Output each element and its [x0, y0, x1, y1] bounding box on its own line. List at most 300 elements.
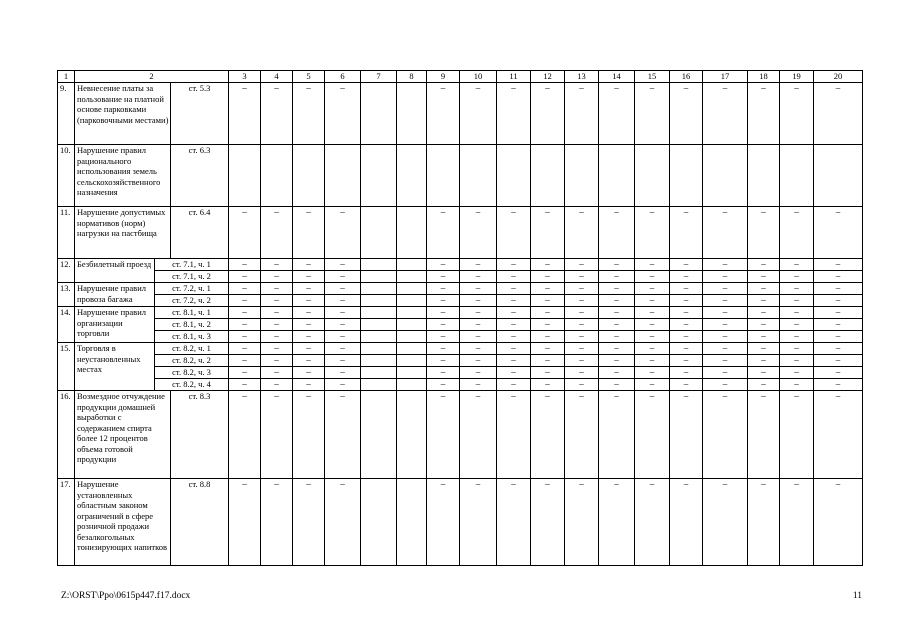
offense-name: Нарушение установленных областным законом ограничений в сфере розничной продажи безалкогольных тонизирующих напитков: [75, 479, 171, 566]
value-cell: –: [748, 343, 780, 355]
value-cell: –: [497, 259, 531, 271]
column-header: 5: [293, 71, 325, 83]
table-row: [58, 367, 863, 379]
article-reference: ст. 8.3: [171, 391, 229, 479]
value-cell: –: [748, 83, 780, 145]
value-cell: –: [635, 207, 670, 259]
table-row: [58, 283, 863, 295]
value-cell: –: [565, 479, 599, 566]
article-reference: ст. 5.3: [171, 83, 229, 145]
value-cell: –: [293, 207, 325, 259]
article-reference: ст. 8.2, ч. 3: [155, 367, 229, 379]
value-cell: –: [460, 343, 497, 355]
value-cell: –: [531, 83, 565, 145]
value-cell: –: [531, 295, 565, 307]
offense-name: Невнесение платы за пользование на платной основе парковками (парковочными местами): [75, 83, 171, 145]
value-cell: –: [325, 295, 361, 307]
value-cell: –: [531, 367, 565, 379]
value-cell: –: [565, 295, 599, 307]
value-cell: –: [531, 479, 565, 566]
value-cell: [361, 379, 397, 391]
table-row: [58, 207, 863, 259]
value-cell: –: [293, 355, 325, 367]
value-cell: –: [325, 207, 361, 259]
value-cell: [599, 145, 635, 207]
value-cell: –: [497, 391, 531, 479]
value-cell: –: [703, 283, 748, 295]
value-cell: –: [780, 343, 814, 355]
value-cell: [397, 479, 427, 566]
value-cell: [497, 145, 531, 207]
value-cell: –: [460, 367, 497, 379]
value-cell: –: [497, 479, 531, 566]
value-cell: –: [814, 295, 863, 307]
value-cell: –: [460, 207, 497, 259]
value-cell: –: [325, 367, 361, 379]
article-reference: ст. 6.3: [171, 145, 229, 207]
value-cell: –: [531, 259, 565, 271]
value-cell: [397, 145, 427, 207]
article-reference: ст. 6.4: [171, 207, 229, 259]
value-cell: –: [293, 271, 325, 283]
value-cell: –: [703, 271, 748, 283]
value-cell: –: [427, 355, 460, 367]
table-row: [58, 391, 863, 479]
table-row: [58, 259, 863, 271]
column-header: 13: [565, 71, 599, 83]
value-cell: –: [261, 391, 293, 479]
row-number: 16.: [58, 391, 75, 479]
value-cell: –: [497, 367, 531, 379]
value-cell: –: [703, 391, 748, 479]
row-number: 12.: [58, 259, 75, 283]
value-cell: –: [748, 271, 780, 283]
value-cell: –: [531, 271, 565, 283]
value-cell: –: [460, 307, 497, 319]
value-cell: –: [780, 83, 814, 145]
value-cell: –: [748, 259, 780, 271]
value-cell: –: [293, 479, 325, 566]
value-cell: –: [229, 343, 261, 355]
value-cell: –: [293, 379, 325, 391]
value-cell: –: [670, 271, 703, 283]
value-cell: –: [460, 283, 497, 295]
table-row: [58, 355, 863, 367]
value-cell: [325, 145, 361, 207]
value-cell: –: [599, 331, 635, 343]
value-cell: –: [635, 391, 670, 479]
row-number: 15.: [58, 343, 75, 391]
value-cell: –: [814, 259, 863, 271]
column-header: 6: [325, 71, 361, 83]
value-cell: –: [670, 331, 703, 343]
value-cell: [670, 145, 703, 207]
data-table: [57, 70, 863, 566]
article-reference: ст. 8.2, ч. 1: [155, 343, 229, 355]
offense-name: Безбилетный проезд: [75, 259, 155, 283]
value-cell: –: [229, 295, 261, 307]
value-cell: –: [703, 207, 748, 259]
value-cell: [397, 367, 427, 379]
value-cell: –: [748, 391, 780, 479]
table-row: [58, 271, 863, 283]
value-cell: –: [814, 271, 863, 283]
value-cell: [397, 331, 427, 343]
value-cell: –: [814, 207, 863, 259]
value-cell: [397, 391, 427, 479]
value-cell: –: [635, 295, 670, 307]
value-cell: –: [748, 283, 780, 295]
column-header: 10: [460, 71, 497, 83]
value-cell: [397, 207, 427, 259]
value-cell: –: [293, 283, 325, 295]
value-cell: –: [780, 391, 814, 479]
article-reference: ст. 8.2, ч. 4: [155, 379, 229, 391]
column-header: 20: [814, 71, 863, 83]
value-cell: [427, 145, 460, 207]
value-cell: –: [325, 355, 361, 367]
value-cell: –: [293, 331, 325, 343]
value-cell: –: [814, 379, 863, 391]
value-cell: –: [531, 355, 565, 367]
value-cell: –: [748, 479, 780, 566]
value-cell: –: [497, 207, 531, 259]
value-cell: –: [531, 343, 565, 355]
value-cell: –: [703, 479, 748, 566]
value-cell: –: [599, 283, 635, 295]
value-cell: –: [670, 83, 703, 145]
value-cell: [397, 343, 427, 355]
value-cell: –: [497, 283, 531, 295]
column-header: 15: [635, 71, 670, 83]
row-number: 9.: [58, 83, 75, 145]
value-cell: –: [427, 343, 460, 355]
table-row: [58, 379, 863, 391]
value-cell: –: [293, 295, 325, 307]
value-cell: –: [261, 367, 293, 379]
article-reference: ст. 7.1, ч. 1: [155, 259, 229, 271]
value-cell: –: [599, 259, 635, 271]
value-cell: –: [261, 271, 293, 283]
value-cell: [361, 259, 397, 271]
value-cell: [460, 145, 497, 207]
value-cell: [565, 145, 599, 207]
value-cell: –: [427, 379, 460, 391]
value-cell: –: [531, 391, 565, 479]
value-cell: –: [427, 307, 460, 319]
value-cell: –: [229, 283, 261, 295]
value-cell: –: [670, 283, 703, 295]
value-cell: –: [635, 271, 670, 283]
value-cell: –: [670, 367, 703, 379]
offense-name: Нарушение допустимых нормативов (норм) нагрузки на пастбища: [75, 207, 171, 259]
value-cell: –: [635, 331, 670, 343]
value-cell: –: [460, 391, 497, 479]
value-cell: –: [497, 319, 531, 331]
value-cell: –: [531, 319, 565, 331]
article-reference: ст. 8.2, ч. 2: [155, 355, 229, 367]
offense-name: Нарушение правил организации торговли: [75, 307, 155, 343]
value-cell: –: [531, 283, 565, 295]
value-cell: –: [229, 367, 261, 379]
row-number: 17.: [58, 479, 75, 566]
value-cell: –: [780, 479, 814, 566]
value-cell: –: [531, 207, 565, 259]
value-cell: –: [497, 307, 531, 319]
row-number: 13.: [58, 283, 75, 307]
value-cell: –: [293, 83, 325, 145]
value-cell: –: [780, 207, 814, 259]
value-cell: [361, 83, 397, 145]
value-cell: [397, 295, 427, 307]
column-header: 18: [748, 71, 780, 83]
value-cell: –: [703, 307, 748, 319]
value-cell: –: [565, 355, 599, 367]
value-cell: –: [325, 307, 361, 319]
value-cell: –: [427, 271, 460, 283]
value-cell: –: [427, 207, 460, 259]
value-cell: –: [229, 259, 261, 271]
value-cell: –: [325, 343, 361, 355]
value-cell: [703, 145, 748, 207]
column-header: 12: [531, 71, 565, 83]
footer-page-number: 11: [852, 591, 862, 601]
value-cell: –: [261, 331, 293, 343]
value-cell: –: [427, 283, 460, 295]
value-cell: –: [427, 295, 460, 307]
value-cell: –: [748, 331, 780, 343]
value-cell: –: [229, 307, 261, 319]
value-cell: –: [565, 207, 599, 259]
value-cell: –: [565, 283, 599, 295]
value-cell: –: [427, 83, 460, 145]
row-number: 14.: [58, 307, 75, 343]
value-cell: [397, 259, 427, 271]
row-number: 11.: [58, 207, 75, 259]
value-cell: –: [497, 355, 531, 367]
value-cell: [361, 307, 397, 319]
value-cell: –: [635, 479, 670, 566]
value-cell: [635, 145, 670, 207]
value-cell: –: [599, 355, 635, 367]
offense-name: Нарушение правил провоза багажа: [75, 283, 155, 307]
value-cell: –: [780, 283, 814, 295]
value-cell: –: [599, 307, 635, 319]
value-cell: [293, 145, 325, 207]
value-cell: –: [814, 83, 863, 145]
value-cell: –: [427, 367, 460, 379]
value-cell: –: [599, 391, 635, 479]
value-cell: –: [325, 283, 361, 295]
value-cell: –: [565, 331, 599, 343]
value-cell: –: [261, 259, 293, 271]
value-cell: –: [635, 83, 670, 145]
value-cell: –: [325, 319, 361, 331]
value-cell: [361, 479, 397, 566]
value-cell: –: [460, 479, 497, 566]
value-cell: –: [565, 343, 599, 355]
value-cell: –: [780, 295, 814, 307]
value-cell: [361, 295, 397, 307]
value-cell: –: [814, 331, 863, 343]
column-header: 1: [58, 71, 75, 83]
article-reference: ст. 8.1, ч. 1: [155, 307, 229, 319]
value-cell: –: [497, 295, 531, 307]
value-cell: –: [325, 479, 361, 566]
value-cell: –: [670, 307, 703, 319]
value-cell: –: [460, 295, 497, 307]
value-cell: –: [780, 319, 814, 331]
value-cell: –: [748, 379, 780, 391]
value-cell: –: [325, 331, 361, 343]
value-cell: [748, 145, 780, 207]
value-cell: –: [261, 343, 293, 355]
value-cell: [361, 367, 397, 379]
value-cell: –: [531, 331, 565, 343]
value-cell: [397, 283, 427, 295]
value-cell: –: [261, 83, 293, 145]
value-cell: –: [261, 355, 293, 367]
value-cell: –: [325, 271, 361, 283]
value-cell: –: [293, 307, 325, 319]
value-cell: [261, 145, 293, 207]
table-row: [58, 83, 863, 145]
value-cell: –: [748, 367, 780, 379]
value-cell: –: [814, 283, 863, 295]
value-cell: –: [814, 479, 863, 566]
value-cell: –: [293, 259, 325, 271]
value-cell: –: [670, 355, 703, 367]
value-cell: –: [565, 259, 599, 271]
value-cell: –: [703, 379, 748, 391]
value-cell: [531, 145, 565, 207]
value-cell: –: [635, 283, 670, 295]
column-header: 7: [361, 71, 397, 83]
value-cell: [361, 145, 397, 207]
value-cell: –: [427, 479, 460, 566]
value-cell: –: [670, 319, 703, 331]
column-header: 16: [670, 71, 703, 83]
value-cell: –: [703, 319, 748, 331]
value-cell: –: [814, 343, 863, 355]
value-cell: –: [325, 83, 361, 145]
table-row: [58, 319, 863, 331]
value-cell: [361, 283, 397, 295]
value-cell: –: [748, 207, 780, 259]
article-reference: ст. 7.1, ч. 2: [155, 271, 229, 283]
article-reference: ст. 8.8: [171, 479, 229, 566]
value-cell: –: [293, 367, 325, 379]
value-cell: –: [703, 367, 748, 379]
value-cell: –: [460, 355, 497, 367]
value-cell: –: [261, 207, 293, 259]
value-cell: –: [565, 83, 599, 145]
value-cell: –: [261, 319, 293, 331]
value-cell: –: [599, 379, 635, 391]
value-cell: [361, 391, 397, 479]
value-cell: –: [261, 283, 293, 295]
column-header: 2: [75, 71, 229, 83]
table-row: [58, 145, 863, 207]
value-cell: [361, 319, 397, 331]
value-cell: –: [780, 259, 814, 271]
value-cell: –: [293, 319, 325, 331]
value-cell: [397, 83, 427, 145]
value-cell: –: [229, 331, 261, 343]
value-cell: –: [780, 379, 814, 391]
value-cell: –: [635, 319, 670, 331]
table-row: [58, 295, 863, 307]
value-cell: –: [703, 83, 748, 145]
table-row: [58, 479, 863, 566]
value-cell: –: [325, 391, 361, 479]
value-cell: –: [703, 355, 748, 367]
value-cell: –: [635, 343, 670, 355]
value-cell: –: [427, 319, 460, 331]
value-cell: –: [229, 207, 261, 259]
column-header: 4: [261, 71, 293, 83]
value-cell: –: [748, 295, 780, 307]
value-cell: –: [635, 367, 670, 379]
value-cell: –: [460, 271, 497, 283]
value-cell: –: [497, 271, 531, 283]
value-cell: –: [670, 379, 703, 391]
value-cell: –: [599, 295, 635, 307]
value-cell: –: [780, 307, 814, 319]
value-cell: –: [599, 367, 635, 379]
value-cell: –: [780, 271, 814, 283]
value-cell: –: [460, 319, 497, 331]
value-cell: [361, 355, 397, 367]
value-cell: [229, 145, 261, 207]
article-reference: ст. 8.1, ч. 3: [155, 331, 229, 343]
value-cell: –: [814, 391, 863, 479]
value-cell: –: [599, 343, 635, 355]
value-cell: –: [670, 343, 703, 355]
value-cell: –: [814, 307, 863, 319]
value-cell: –: [780, 331, 814, 343]
value-cell: –: [261, 379, 293, 391]
value-cell: –: [703, 343, 748, 355]
value-cell: –: [565, 319, 599, 331]
value-cell: [361, 207, 397, 259]
value-cell: –: [497, 83, 531, 145]
footer-file-path: Z:\ORST\Ppo\0615p447.f17.docx: [61, 591, 191, 601]
value-cell: –: [565, 367, 599, 379]
article-reference: ст. 7.2, ч. 1: [155, 283, 229, 295]
table-row: [58, 307, 863, 319]
value-cell: –: [814, 367, 863, 379]
value-cell: –: [460, 83, 497, 145]
column-header: 11: [497, 71, 531, 83]
value-cell: [814, 145, 863, 207]
column-header: 8: [397, 71, 427, 83]
offense-name: Возмездное отчуждение продукции домашней выработки с содержанием спирта более 12 процентов объема готовой продукции: [75, 391, 171, 479]
value-cell: –: [814, 319, 863, 331]
value-cell: [780, 145, 814, 207]
value-cell: –: [670, 259, 703, 271]
value-cell: –: [565, 271, 599, 283]
value-cell: [397, 379, 427, 391]
table-row: [58, 331, 863, 343]
value-cell: –: [670, 295, 703, 307]
value-cell: –: [565, 379, 599, 391]
value-cell: –: [670, 479, 703, 566]
value-cell: –: [670, 207, 703, 259]
value-cell: –: [229, 391, 261, 479]
value-cell: –: [814, 355, 863, 367]
value-cell: –: [261, 479, 293, 566]
